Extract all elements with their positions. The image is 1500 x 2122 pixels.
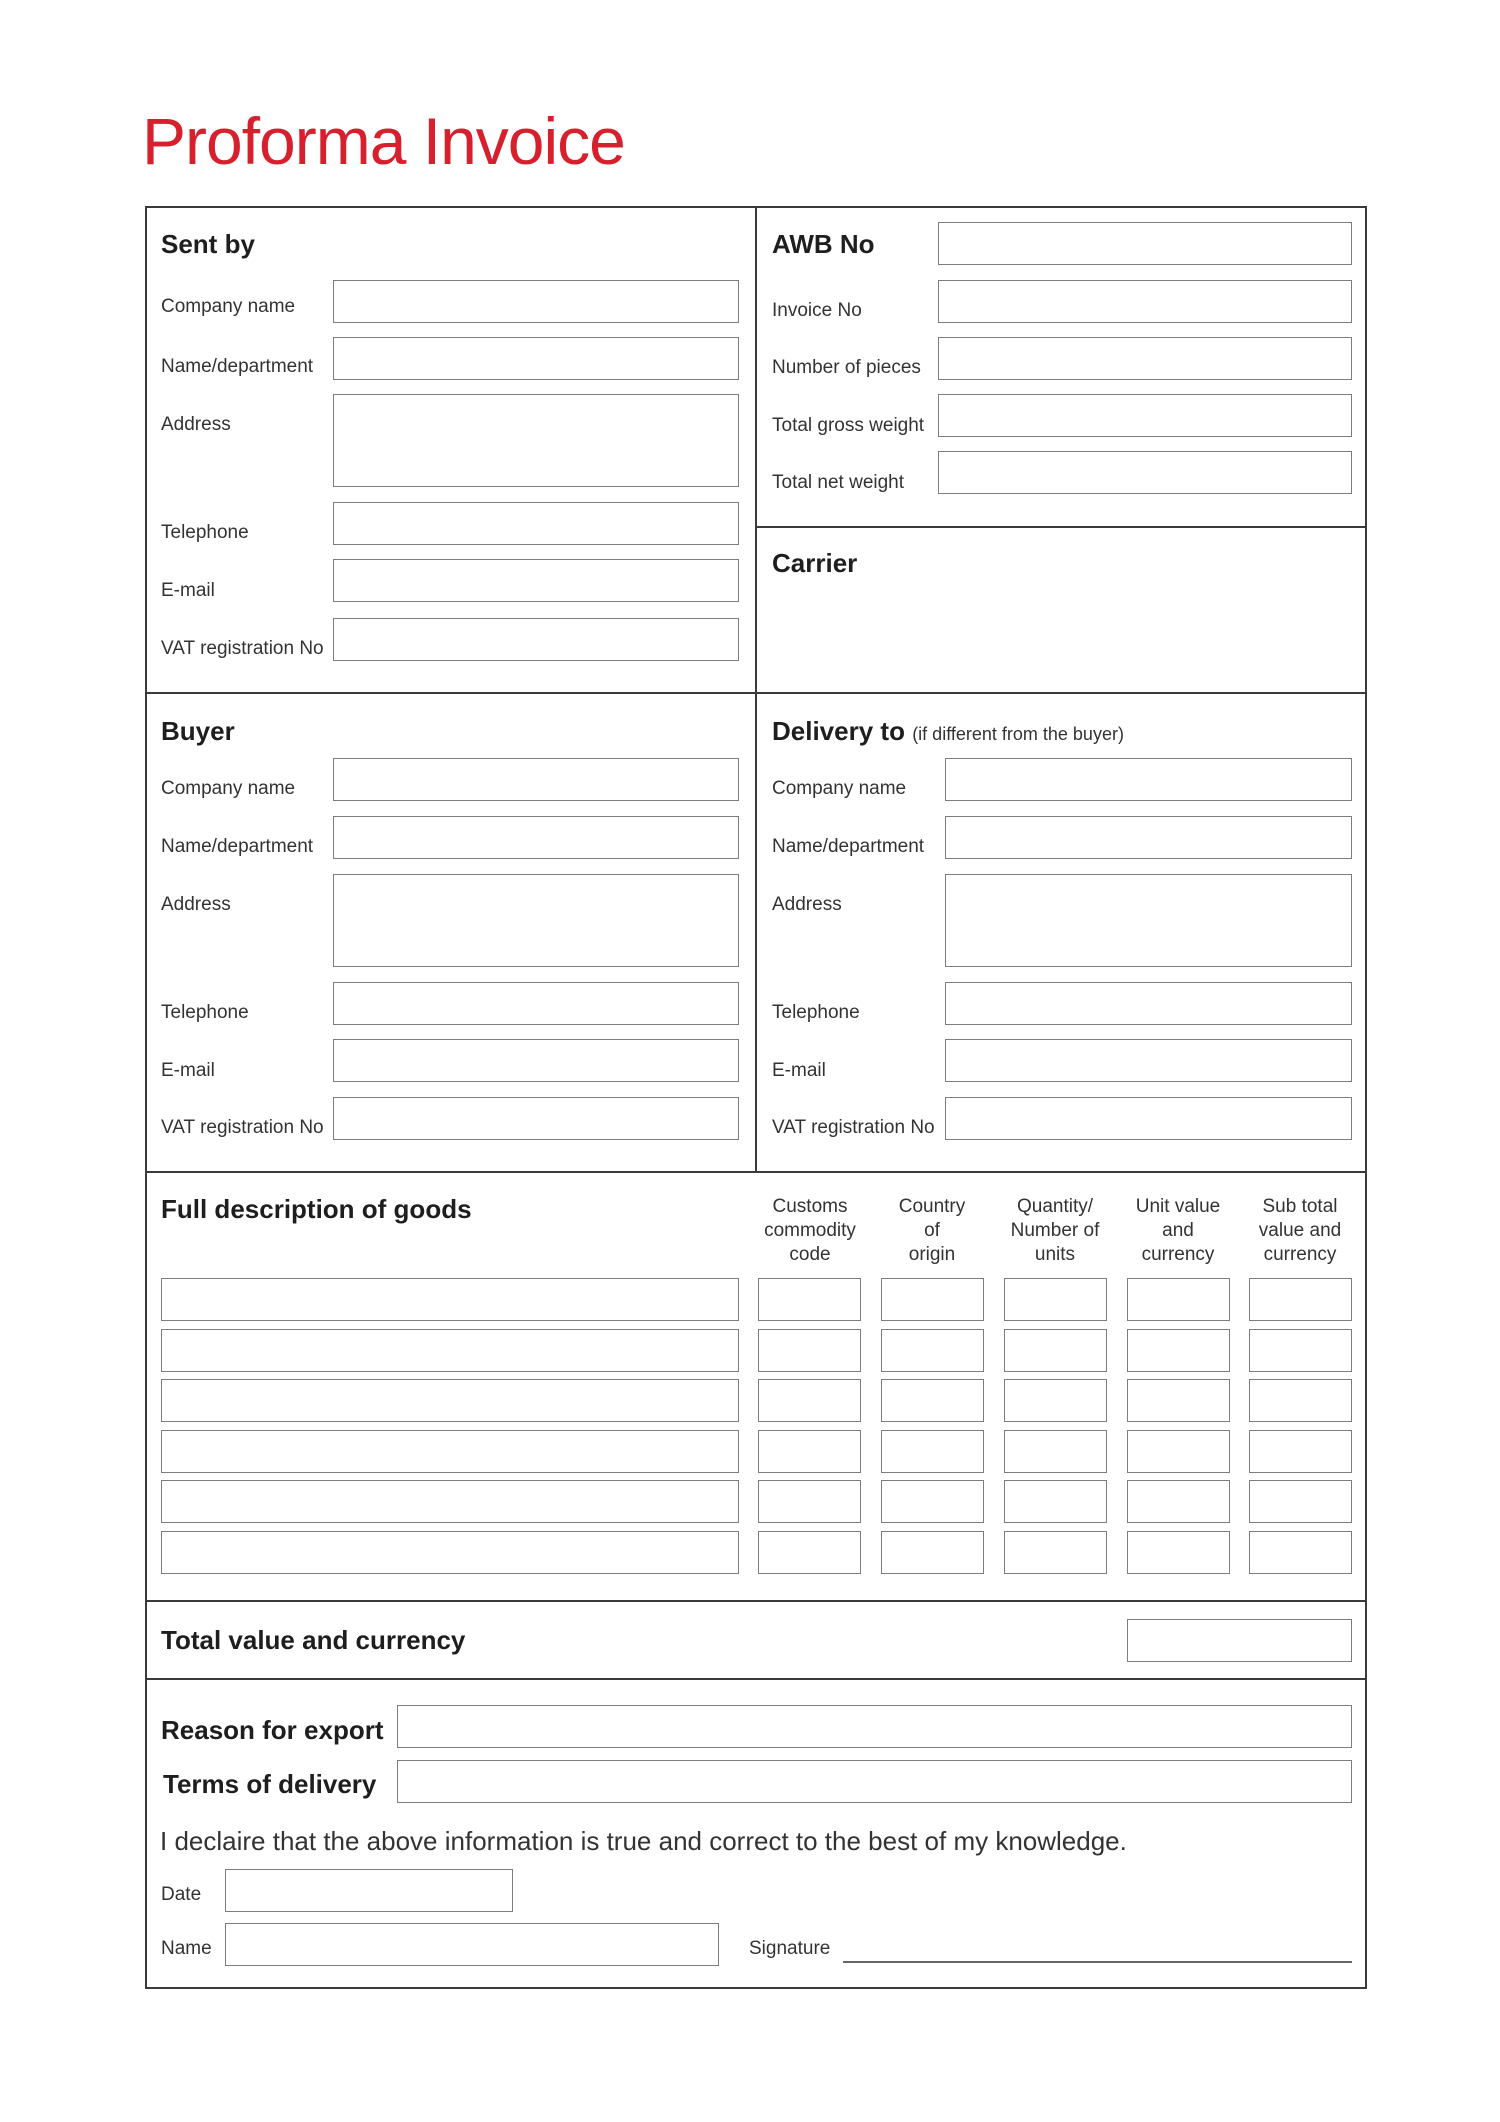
goods-sub-total-input[interactable] bbox=[1249, 1430, 1352, 1473]
reason-for-export-input[interactable] bbox=[397, 1705, 1352, 1748]
section-divider-total bbox=[145, 1600, 1367, 1602]
section-divider-goods bbox=[145, 1171, 1367, 1173]
goods-unit-value-input[interactable] bbox=[1127, 1379, 1230, 1422]
signature-label: Signature bbox=[749, 1938, 831, 1959]
sent-by-address-label: Address bbox=[161, 414, 231, 435]
goods-customs-code-input[interactable] bbox=[758, 1531, 861, 1574]
page-title: Proforma Invoice bbox=[142, 104, 625, 178]
goods-heading: Full description of goods bbox=[161, 1194, 472, 1224]
goods-country-of-origin-input[interactable] bbox=[881, 1480, 984, 1523]
goods-quantity-input[interactable] bbox=[1004, 1329, 1107, 1372]
col-header-line: value and bbox=[1258, 1220, 1342, 1241]
col-header-quantity bbox=[990, 1195, 1120, 1267]
goods-quantity-input[interactable] bbox=[1004, 1480, 1107, 1523]
name-label: Name bbox=[161, 1938, 212, 1959]
buyer-company-input[interactable] bbox=[333, 758, 739, 801]
col-header-line: Number of bbox=[1010, 1220, 1100, 1241]
number-of-pieces-input[interactable] bbox=[938, 337, 1352, 380]
goods-unit-value-input[interactable] bbox=[1127, 1329, 1230, 1372]
delivery-company-label: Company name bbox=[772, 778, 907, 799]
goods-sub-total-input[interactable] bbox=[1249, 1329, 1352, 1372]
goods-unit-value-input[interactable] bbox=[1127, 1531, 1230, 1574]
col-header-country-of-origin bbox=[867, 1195, 997, 1267]
delivery-heading-text: Delivery to bbox=[772, 716, 905, 746]
column-divider bbox=[755, 206, 757, 1173]
goods-customs-code-input[interactable] bbox=[758, 1430, 861, 1473]
col-header-line: Quantity/ bbox=[1016, 1196, 1094, 1217]
goods-quantity-input[interactable] bbox=[1004, 1430, 1107, 1473]
goods-country-of-origin-input[interactable] bbox=[881, 1278, 984, 1321]
goods-description-input[interactable] bbox=[161, 1278, 739, 1321]
goods-description-input[interactable] bbox=[161, 1379, 739, 1422]
goods-description-input[interactable] bbox=[161, 1531, 739, 1574]
col-header-line: Country bbox=[898, 1196, 966, 1217]
goods-sub-total-input[interactable] bbox=[1249, 1531, 1352, 1574]
col-header-unit-value bbox=[1113, 1195, 1243, 1267]
sent-by-telephone-label: Telephone bbox=[161, 522, 249, 543]
goods-sub-total-input[interactable] bbox=[1249, 1278, 1352, 1321]
buyer-telephone-label: Telephone bbox=[161, 1002, 249, 1023]
goods-quantity-input[interactable] bbox=[1004, 1531, 1107, 1574]
col-header-line: Sub total bbox=[1262, 1196, 1338, 1217]
col-header-line: units bbox=[1034, 1244, 1076, 1265]
total-net-weight-input[interactable] bbox=[938, 451, 1352, 494]
buyer-address-label: Address bbox=[161, 894, 231, 915]
terms-of-delivery-label: Terms of delivery bbox=[163, 1769, 377, 1799]
sent-by-company-label: Company name bbox=[161, 296, 296, 317]
buyer-department-label: Name/department bbox=[161, 836, 314, 857]
col-header-sub-total bbox=[1235, 1195, 1365, 1267]
goods-customs-code-input[interactable] bbox=[758, 1480, 861, 1523]
awb-no-input[interactable] bbox=[938, 222, 1352, 265]
section-divider-buyer bbox=[145, 692, 1367, 694]
goods-country-of-origin-input[interactable] bbox=[881, 1430, 984, 1473]
sent-by-heading: Sent by bbox=[161, 229, 255, 259]
goods-quantity-input[interactable] bbox=[1004, 1278, 1107, 1321]
delivery-heading bbox=[772, 718, 1124, 744]
goods-customs-code-input[interactable] bbox=[758, 1329, 861, 1372]
col-header-line: currency bbox=[1141, 1244, 1215, 1265]
buyer-heading: Buyer bbox=[161, 716, 235, 746]
goods-unit-value-input[interactable] bbox=[1127, 1430, 1230, 1473]
number-of-pieces-label: Number of pieces bbox=[772, 357, 921, 378]
invoice-no-label: Invoice No bbox=[772, 300, 862, 321]
goods-description-input[interactable] bbox=[161, 1430, 739, 1473]
goods-quantity-input[interactable] bbox=[1004, 1379, 1107, 1422]
delivery-address-input[interactable] bbox=[945, 874, 1352, 967]
buyer-department-input[interactable] bbox=[333, 816, 739, 859]
sent-by-vat-label: VAT registration No bbox=[161, 638, 324, 659]
goods-customs-code-input[interactable] bbox=[758, 1379, 861, 1422]
goods-unit-value-input[interactable] bbox=[1127, 1480, 1230, 1523]
buyer-vat-label: VAT registration No bbox=[161, 1117, 324, 1138]
goods-sub-total-input[interactable] bbox=[1249, 1480, 1352, 1523]
goods-description-input[interactable] bbox=[161, 1480, 739, 1523]
sent-by-address-input[interactable] bbox=[333, 394, 739, 487]
buyer-email-label: E-mail bbox=[161, 1060, 215, 1081]
goods-customs-code-input[interactable] bbox=[758, 1278, 861, 1321]
col-header-line: code bbox=[789, 1244, 831, 1265]
total-value-label: Total value and currency bbox=[161, 1625, 466, 1655]
total-net-weight-label: Total net weight bbox=[772, 472, 905, 493]
date-input[interactable] bbox=[225, 1869, 513, 1912]
total-value-input[interactable] bbox=[1127, 1619, 1352, 1662]
delivery-vat-label: VAT registration No bbox=[772, 1117, 935, 1138]
delivery-telephone-label: Telephone bbox=[772, 1002, 860, 1023]
sent-by-email-label: E-mail bbox=[161, 580, 215, 601]
delivery-vat-input[interactable] bbox=[945, 1097, 1352, 1140]
carrier-heading: Carrier bbox=[772, 548, 858, 578]
col-header-line: commodity bbox=[764, 1220, 856, 1241]
sent-by-department-input[interactable] bbox=[333, 337, 739, 380]
delivery-email-label: E-mail bbox=[772, 1060, 826, 1081]
buyer-telephone-input[interactable] bbox=[333, 982, 739, 1025]
reason-for-export-label: Reason for export bbox=[161, 1715, 384, 1745]
delivery-telephone-input[interactable] bbox=[945, 982, 1352, 1025]
delivery-company-input[interactable] bbox=[945, 758, 1352, 801]
col-header-customs-code bbox=[745, 1195, 875, 1267]
goods-sub-total-input[interactable] bbox=[1249, 1379, 1352, 1422]
name-input[interactable] bbox=[225, 1923, 719, 1966]
sent-by-email-input[interactable] bbox=[333, 559, 739, 602]
buyer-address-input[interactable] bbox=[333, 874, 739, 967]
goods-description-input[interactable] bbox=[161, 1329, 739, 1372]
sent-by-company-input[interactable] bbox=[333, 280, 739, 323]
col-header-line: Unit value bbox=[1135, 1196, 1221, 1217]
terms-of-delivery-input[interactable] bbox=[397, 1760, 1352, 1803]
signature-line[interactable] bbox=[843, 1961, 1352, 1963]
goods-country-of-origin-input[interactable] bbox=[881, 1329, 984, 1372]
goods-unit-value-input[interactable] bbox=[1127, 1278, 1230, 1321]
delivery-subheading: (if different from the buyer) bbox=[912, 724, 1124, 744]
buyer-email-input[interactable] bbox=[333, 1039, 739, 1082]
col-header-line: origin bbox=[908, 1244, 956, 1265]
invoice-no-input[interactable] bbox=[938, 280, 1352, 323]
declaration-text: I declaire that the above information is true and correct to the best of my knowledge. bbox=[160, 1826, 1127, 1856]
delivery-department-label: Name/department bbox=[772, 836, 925, 857]
delivery-department-input[interactable] bbox=[945, 816, 1352, 859]
awb-no-label: AWB No bbox=[772, 229, 875, 259]
delivery-email-input[interactable] bbox=[945, 1039, 1352, 1082]
section-divider-export bbox=[145, 1678, 1367, 1680]
total-gross-weight-label: Total gross weight bbox=[772, 415, 925, 436]
sent-by-telephone-input[interactable] bbox=[333, 502, 739, 545]
carrier-divider bbox=[756, 526, 1367, 528]
goods-country-of-origin-input[interactable] bbox=[881, 1531, 984, 1574]
delivery-address-label: Address bbox=[772, 894, 842, 915]
col-header-line: of bbox=[924, 1220, 940, 1241]
sent-by-vat-input[interactable] bbox=[333, 618, 739, 661]
buyer-company-label: Company name bbox=[161, 778, 296, 799]
col-header-line: Customs bbox=[772, 1196, 848, 1217]
total-gross-weight-input[interactable] bbox=[938, 394, 1352, 437]
col-header-line: currency bbox=[1263, 1244, 1337, 1265]
sent-by-department-label: Name/department bbox=[161, 356, 314, 377]
col-header-line: and bbox=[1162, 1220, 1194, 1241]
goods-country-of-origin-input[interactable] bbox=[881, 1379, 984, 1422]
buyer-vat-input[interactable] bbox=[333, 1097, 739, 1140]
date-label: Date bbox=[161, 1884, 202, 1905]
